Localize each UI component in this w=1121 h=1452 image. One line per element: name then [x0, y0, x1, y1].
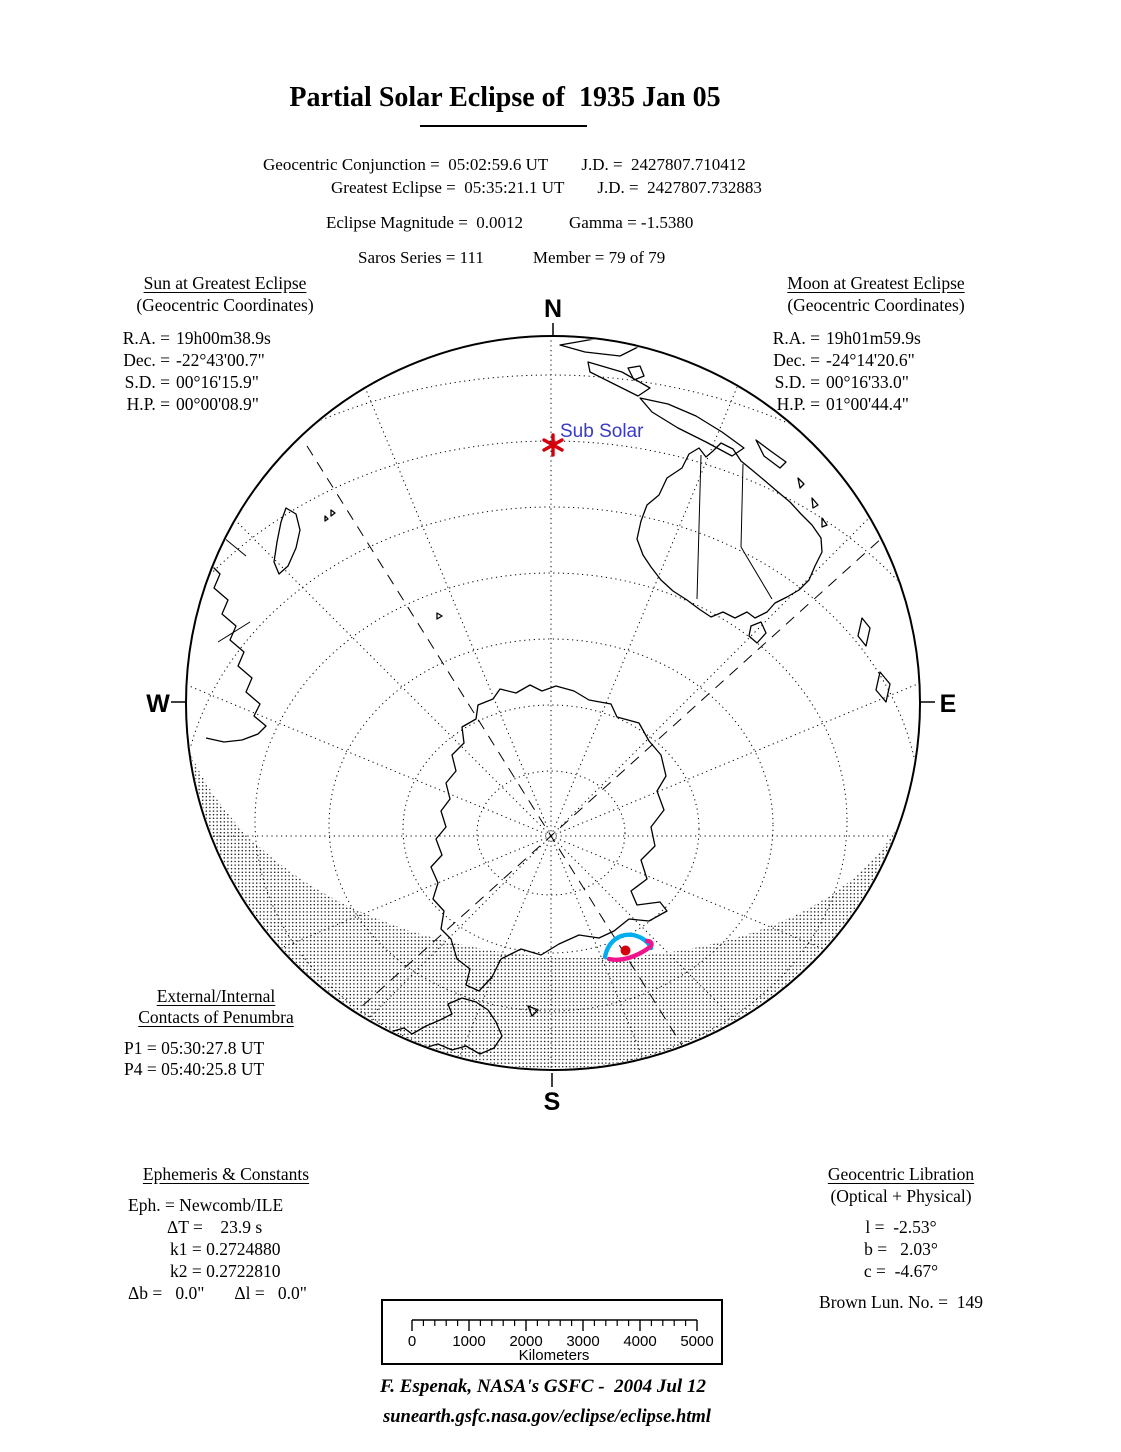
ruler-minor-ticks	[423, 1320, 685, 1326]
coord-value: -24°14'20.6"	[826, 350, 915, 370]
africa-coastline	[190, 480, 266, 742]
scale-tick-label: 2000	[509, 1333, 543, 1350]
coord-label: Dec. =	[773, 350, 820, 370]
coord-value: -22°43'00.7"	[176, 350, 265, 370]
coord-label: R.A. =	[772, 328, 820, 348]
sub-solar-label: Sub Solar	[560, 421, 644, 442]
libration-heading: Geocentric Libration	[827, 1164, 975, 1184]
delta-b-l-row	[128, 1282, 324, 1304]
coord-label: Dec. =	[123, 350, 170, 370]
scale-tick-label: 0	[407, 1333, 417, 1350]
compass-north-label: N	[543, 295, 563, 323]
source-url-text: sunearth.gsfc.nasa.gov/eclipse/eclipse.html	[383, 1407, 711, 1427]
delta-t-value: ΔT = 23.9 s	[167, 1217, 263, 1237]
scale-tick-label: 4000	[623, 1333, 657, 1350]
delta-l-value: Δl = 0.0"	[234, 1283, 307, 1303]
greatest-eclipse-jd: J.D. = 2427807.732883	[597, 178, 762, 197]
coord-label: H.P. =	[776, 394, 820, 414]
saros-series: Saros Series = 111	[358, 248, 484, 267]
madagascar-outline	[274, 508, 300, 574]
coord-value: 19h00m38.9s	[176, 328, 271, 348]
greatest-eclipse-time: Greatest Eclipse = 05:35:21.1 UT	[331, 178, 565, 197]
coord-value: 00°16'15.9"	[176, 372, 259, 392]
libration-c-value: c = -4.67°	[863, 1261, 939, 1281]
coord-value: 00°00'08.9"	[176, 394, 259, 414]
tasmania-outline	[749, 622, 766, 643]
libration-subheading: (Optical + Physical)	[830, 1186, 972, 1206]
greatest-eclipse-point	[621, 946, 631, 956]
scale-unit-label: Kilometers	[518, 1347, 590, 1363]
coord-value: 01°00'44.4"	[826, 394, 909, 414]
moon-block-subheading: (Geocentric Coordinates)	[787, 295, 965, 315]
compass-east-label: E	[939, 690, 957, 718]
contacts-heading-line2: Contacts of Penumbra	[138, 1007, 294, 1027]
coord-label: H.P. =	[126, 394, 170, 414]
gamma-value: Gamma = -1.5380	[569, 213, 694, 232]
eclipse-magnitude: Eclipse Magnitude = 0.0012	[326, 213, 524, 232]
page-title-text: Partial Solar Eclipse of 1935 Jan 05	[289, 82, 721, 113]
geocentric-conjunction: Geocentric Conjunction = 05:02:59.6 UT	[263, 155, 549, 174]
moon-block-heading: Moon at Greatest Eclipse	[787, 273, 965, 293]
delta-b-value: Δb = 0.0"	[128, 1283, 205, 1303]
k1-value: k1 = 0.2724880	[170, 1239, 281, 1259]
ruler-major-ticks	[412, 1320, 697, 1331]
saros-member: Member = 79 of 79	[532, 248, 666, 267]
brown-lunation-number: Brown Lun. No. = 149	[819, 1292, 983, 1312]
sub-solar-marker	[544, 421, 644, 455]
contact-p1: P1 = 05:30:27.8 UT	[124, 1038, 265, 1058]
melanesia-islands	[756, 440, 827, 527]
conjunction-jd: J.D. = 2427807.710412	[581, 155, 746, 174]
libration-b-value: b = 2.03°	[864, 1239, 938, 1259]
africa-borders	[212, 528, 250, 642]
scale-tick-label: 3000	[566, 1333, 600, 1350]
sun-block-subheading: (Geocentric Coordinates)	[136, 295, 314, 315]
contacts-heading-line1: External/Internal	[156, 986, 276, 1006]
geocentric-libration-block	[803, 1163, 999, 1313]
ephemeris-heading: Ephemeris & Constants	[142, 1164, 310, 1184]
contact-p4: P4 = 05:40:25.8 UT	[124, 1059, 265, 1079]
indonesia-islands	[560, 338, 650, 396]
libration-l-value: l = -2.53°	[865, 1217, 937, 1237]
scale-bar-ruler	[383, 1301, 721, 1363]
coord-label: S.D. =	[774, 372, 820, 392]
scale-tick-label: 1000	[452, 1333, 486, 1350]
new-zealand-outline	[858, 618, 890, 702]
sun-block-heading: Sun at Greatest Eclipse	[143, 273, 307, 293]
credit-line	[0, 1376, 1086, 1398]
ephemeris-constants-block	[128, 1163, 324, 1304]
scale-bar	[381, 1299, 723, 1365]
compass-west-label: W	[146, 690, 170, 718]
k2-value: k2 = 0.2722810	[170, 1261, 281, 1281]
coord-value: 19h01m59.9s	[826, 328, 921, 348]
australia-outline	[637, 443, 822, 618]
scale-tick-label: 5000	[680, 1333, 714, 1350]
coord-value: 00°16'33.0"	[826, 372, 909, 392]
coord-label: R.A. =	[122, 328, 170, 348]
small-islands	[325, 510, 442, 619]
compass-south-label: S	[543, 1088, 561, 1116]
ephemeris-source: Eph. = Newcomb/ILE	[128, 1195, 284, 1215]
credit-text: F. Espenak, NASA's GSFC - 2004 Jul 12	[380, 1376, 706, 1397]
penumbra-contacts-block	[124, 986, 308, 1080]
source-url-line	[0, 1407, 1094, 1428]
coord-label: S.D. =	[124, 372, 170, 392]
